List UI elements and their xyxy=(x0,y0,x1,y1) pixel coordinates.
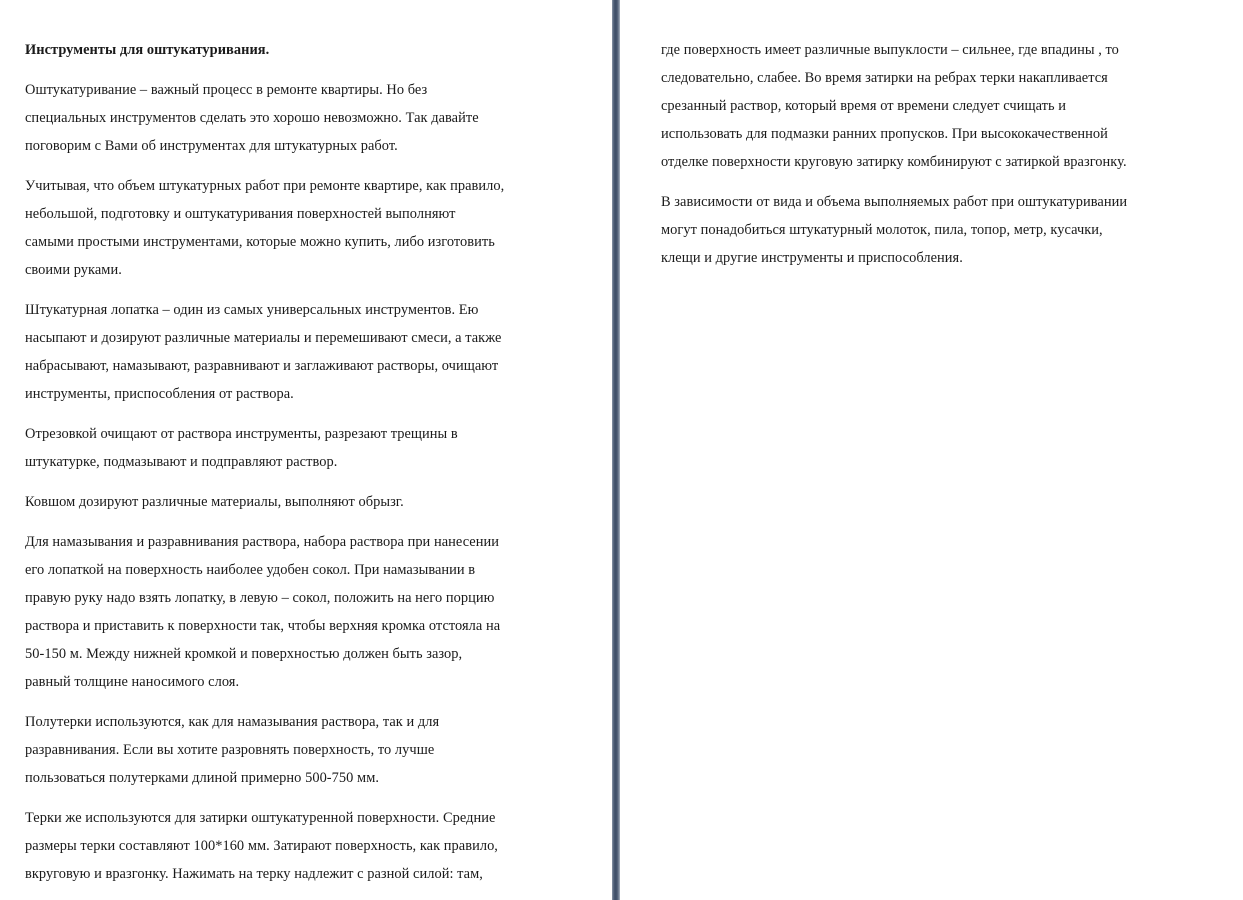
text-line: Отрезовкой очищают от раствора инструменты, разрезают трещины в xyxy=(25,426,458,442)
paragraph-trowel xyxy=(25,296,592,408)
text-line: следовательно, слабее. Во время затирки на ребрах терки накапливается xyxy=(661,70,1108,86)
paragraph-intro xyxy=(25,76,592,160)
text-line: Штукатурная лопатка – один из самых универсальных инструментов. Ею xyxy=(25,302,479,318)
paragraph-scope xyxy=(25,172,592,284)
page-divider xyxy=(612,0,620,900)
text-line: Ковшом дозируют различные материалы, выполняют обрызг. xyxy=(25,494,404,510)
text-line: могут понадобиться штукатурный молоток, пила, топор, метр, кусачки, xyxy=(661,222,1103,238)
text-line: штукатурке, подмазывают и подправляют раствор. xyxy=(25,454,338,470)
paragraph-scoop xyxy=(25,488,592,516)
text-line: поговорим с Вами об инструментах для штукатурных работ. xyxy=(25,138,398,154)
text-line: своими руками. xyxy=(25,262,122,278)
text-line: Для намазывания и разравнивания раствора, набора раствора при нанесении xyxy=(25,534,499,550)
text-line: набрасывают, намазывают, разравнивают и заглаживают растворы, очищают xyxy=(25,358,499,374)
text-line: небольшой, подготовку и оштукатуривания поверхностей выполняют xyxy=(25,206,456,222)
text-line: использовать для подмазки ранних пропусков. При высококачественной xyxy=(661,126,1108,142)
text-line: правую руку надо взять лопатку, в левую – сокол, положить на него порцию xyxy=(25,590,495,606)
paragraph-float xyxy=(25,804,592,888)
text-line: 50-150 м. Между нижней кромкой и поверхностью должен быть зазор, xyxy=(25,646,463,662)
text-line: самыми простыми инструментами, которые можно купить, либо изготовить xyxy=(25,234,495,250)
text-line: раствора и приставить к поверхности так, чтобы верхняя кромка отстояла на xyxy=(25,618,501,634)
text-line: Полутерки используются, как для намазывания раствора, так и для xyxy=(25,714,440,730)
text-line: Оштукатуривание – важный процесс в ремонте квартиры. Но без xyxy=(25,82,428,98)
paragraph-cutter xyxy=(25,420,592,476)
text-line: его лопаткой на поверхность наиболее удобен сокол. При намазывании в xyxy=(25,562,476,578)
paragraph-float-continued xyxy=(661,36,1223,176)
text-line: отделке поверхности круговую затирку комбинируют с затиркой вразгонку. xyxy=(661,154,1127,170)
document-heading: Инструменты для оштукатуривания. xyxy=(25,42,270,58)
text-line: клещи и другие инструменты и приспособления. xyxy=(661,250,963,266)
text-line: Терки же используются для затирки оштукатуренной поверхности. Средние xyxy=(25,810,496,826)
text-line: разравнивания. Если вы хотите разровнять поверхность, то лучше xyxy=(25,742,435,758)
left-page xyxy=(0,0,612,900)
text-line: специальных инструментов сделать это хорошо невозможно. Так давайте xyxy=(25,110,479,126)
text-line: где поверхность имеет различные выпуклости – сильнее, где впадины , то xyxy=(661,42,1119,58)
text-line: вкруговую и вразгонку. Нажимать на терку надлежит с разной силой: там, xyxy=(25,866,483,882)
text-line: Учитывая, что объем штукатурных работ при ремонте квартире, как правило, xyxy=(25,178,505,194)
paragraph-hawk xyxy=(25,528,592,696)
paragraph-other-tools xyxy=(661,188,1223,272)
text-line: срезанный раствор, который время от времени следует счищать и xyxy=(661,98,1067,114)
text-line: равный толщине наносимого слоя. xyxy=(25,674,240,690)
text-line: насыпают и дозируют различные материалы и перемешивают смеси, а также xyxy=(25,330,502,346)
right-page xyxy=(620,0,1243,900)
paragraph-half-float xyxy=(25,708,592,792)
text-line: инструменты, приспособления от раствора. xyxy=(25,386,294,402)
text-line: пользоваться полутерками длиной примерно 500-750 мм. xyxy=(25,770,379,786)
text-line: размеры терки составляют 100*160 мм. Затирают поверхность, как правило, xyxy=(25,838,498,854)
text-line: В зависимости от вида и объема выполняемых работ при оштукатуривании xyxy=(661,194,1128,210)
